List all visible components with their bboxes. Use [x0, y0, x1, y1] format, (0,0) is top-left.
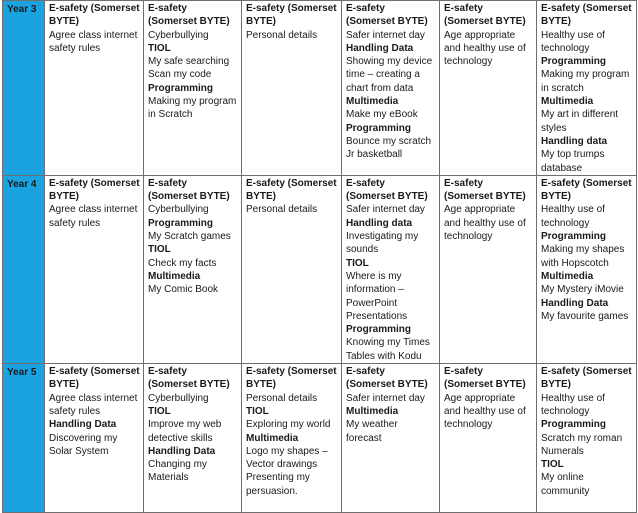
subject-heading: E-safety (Somerset BYTE) [246, 3, 337, 28]
activity-text: Making my program in Scratch [148, 96, 237, 121]
subject-heading: E-safety (Somerset BYTE) [49, 366, 140, 391]
activity-text: Presenting my persuasion. [246, 472, 310, 497]
activity-text: My top trumps database [541, 149, 605, 174]
activity-text: Investigating my sounds [346, 231, 419, 256]
subject-heading: E-safety (Somerset BYTE) [346, 366, 428, 391]
term-cell [45, 364, 144, 513]
term-cell [45, 1, 144, 176]
subject-heading: E-safety (Somerset BYTE) [541, 3, 632, 28]
activity-text: Healthy use of technology [541, 392, 605, 417]
activity-text: Making my program in scratch [541, 69, 630, 94]
subject-heading: Programming [541, 56, 607, 68]
subject-heading: Handling data [346, 217, 413, 229]
term-cell [342, 1, 440, 176]
activity-text: Where is my information – PowerPoint Presentations [346, 270, 408, 322]
activity-text: Age appropriate and healthy use of technology [444, 29, 526, 68]
activity-text: Agree class internet safety rules [49, 29, 138, 54]
subject-heading: E-safety (Somerset BYTE) [148, 3, 230, 28]
term-cell [144, 364, 242, 513]
subject-heading: Multimedia [246, 432, 299, 444]
subject-heading: E-safety (Somerset BYTE) [346, 3, 428, 28]
subject-heading: E-safety (Somerset BYTE) [346, 177, 428, 203]
activity-text: Safer internet day [346, 204, 425, 216]
year-row [3, 364, 637, 513]
subject-heading: Programming [541, 419, 607, 431]
term-cell [440, 364, 537, 513]
subject-heading: E-safety (Somerset BYTE) [444, 177, 526, 203]
subject-heading: Multimedia [346, 405, 399, 417]
subject-heading: Programming [346, 122, 412, 134]
term-cell [242, 1, 342, 176]
term-cell [45, 175, 144, 363]
subject-heading: E-safety (Somerset BYTE) [444, 3, 526, 28]
term-cell [537, 175, 637, 363]
subject-heading: E-safety (Somerset BYTE) [246, 366, 337, 391]
activity-text: Bounce my scratch Jr basketball [346, 135, 432, 161]
activity-text: Agree class internet safety rules [49, 392, 138, 417]
activity-text: Check my facts [148, 257, 217, 269]
subject-heading: E-safety (Somerset BYTE) [541, 366, 632, 391]
activity-text: Changing my Materials [148, 459, 207, 484]
activity-text: Exploring my world [246, 419, 331, 431]
subject-heading: E-safety (Somerset BYTE) [246, 177, 337, 203]
subject-heading: TIOL [246, 405, 269, 417]
subject-heading: E-safety (Somerset BYTE) [444, 366, 526, 391]
activity-text: Scan my code [148, 69, 212, 81]
activity-text: My safe searching [148, 56, 230, 68]
activity-text: Cyberbullying [148, 204, 209, 216]
activity-text: My weather forecast [346, 419, 398, 444]
year-label: Year 4 [3, 175, 45, 363]
subject-heading: TIOL [148, 42, 171, 54]
subject-heading: E-safety (Somerset BYTE) [49, 177, 140, 203]
activity-text: My Scratch games [148, 231, 231, 243]
subject-heading: TIOL [541, 459, 564, 471]
subject-heading: Multimedia [541, 96, 594, 108]
term-cell [242, 175, 342, 363]
subject-heading: Handling Data [49, 419, 117, 431]
subject-heading: Handling data [541, 135, 608, 147]
activity-text: My art in different styles [541, 109, 619, 134]
activity-text: My Mystery iMovie [541, 284, 624, 296]
activity-text: Personal details [246, 392, 318, 404]
term-cell [144, 175, 242, 363]
activity-text: Healthy use of technology [541, 29, 605, 54]
activity-text: Personal details [246, 204, 318, 216]
subject-heading: E-safety (Somerset BYTE) [148, 366, 230, 391]
subject-heading: Handling Data [541, 297, 609, 309]
activity-text: Improve my web detective skills [148, 419, 222, 444]
activity-text: Age appropriate and healthy use of technology [444, 204, 526, 243]
activity-text: Cyberbullying [148, 29, 209, 41]
activity-text: Logo my shapes – Vector drawings [246, 445, 328, 471]
subject-heading: Programming [541, 231, 607, 243]
subject-heading: Multimedia [541, 270, 594, 282]
activity-text: My Comic Book [148, 284, 219, 296]
term-cell [342, 364, 440, 513]
activity-text: Safer internet day [346, 392, 425, 404]
activity-text: My online community [541, 472, 590, 497]
term-cell [440, 175, 537, 363]
activity-text: My favourite games [541, 310, 629, 322]
term-cell [440, 1, 537, 176]
curriculum-table [2, 0, 637, 513]
activity-text: Healthy use of technology [541, 204, 605, 229]
subject-heading: Programming [148, 82, 214, 94]
subject-heading: Programming [346, 324, 412, 336]
activity-text: Showing my device time – creating a chart from data [346, 56, 433, 94]
year-row [3, 1, 637, 176]
activity-text: Knowing my Times Tables with Kodu [346, 337, 430, 362]
activity-text: Agree class internet safety rules [49, 204, 138, 229]
activity-text: Make my eBook [346, 109, 418, 121]
subject-heading: Handling Data [346, 42, 414, 54]
term-cell [537, 1, 637, 176]
subject-heading: TIOL [346, 257, 369, 269]
subject-heading: TIOL [148, 244, 171, 256]
year-label: Year 3 [3, 1, 45, 176]
activity-text: Personal details [246, 29, 318, 41]
subject-heading: E-safety (Somerset BYTE) [49, 3, 140, 28]
term-cell [242, 364, 342, 513]
subject-heading: Multimedia [346, 96, 399, 108]
year-label: Year 5 [3, 364, 45, 513]
activity-text: Age appropriate and healthy use of technology [444, 392, 526, 431]
curriculum-table-body [3, 1, 637, 513]
subject-heading: Handling Data [148, 445, 216, 457]
subject-heading: TIOL [148, 405, 171, 417]
subject-heading: E-safety (Somerset BYTE) [148, 177, 230, 203]
activity-text: Scratch my roman Numerals [541, 432, 623, 457]
activity-text: Discovering my Solar System [49, 432, 118, 457]
year-row [3, 175, 637, 363]
term-cell [144, 1, 242, 176]
activity-text: Cyberbullying [148, 392, 209, 404]
subject-heading: Programming [148, 217, 214, 229]
activity-text: Making my shapes with Hopscotch [541, 244, 625, 269]
subject-heading: E-safety (Somerset BYTE) [541, 177, 632, 203]
activity-text: Safer internet day [346, 29, 425, 41]
term-cell [342, 175, 440, 363]
subject-heading: Multimedia [148, 270, 201, 282]
term-cell [537, 364, 637, 513]
